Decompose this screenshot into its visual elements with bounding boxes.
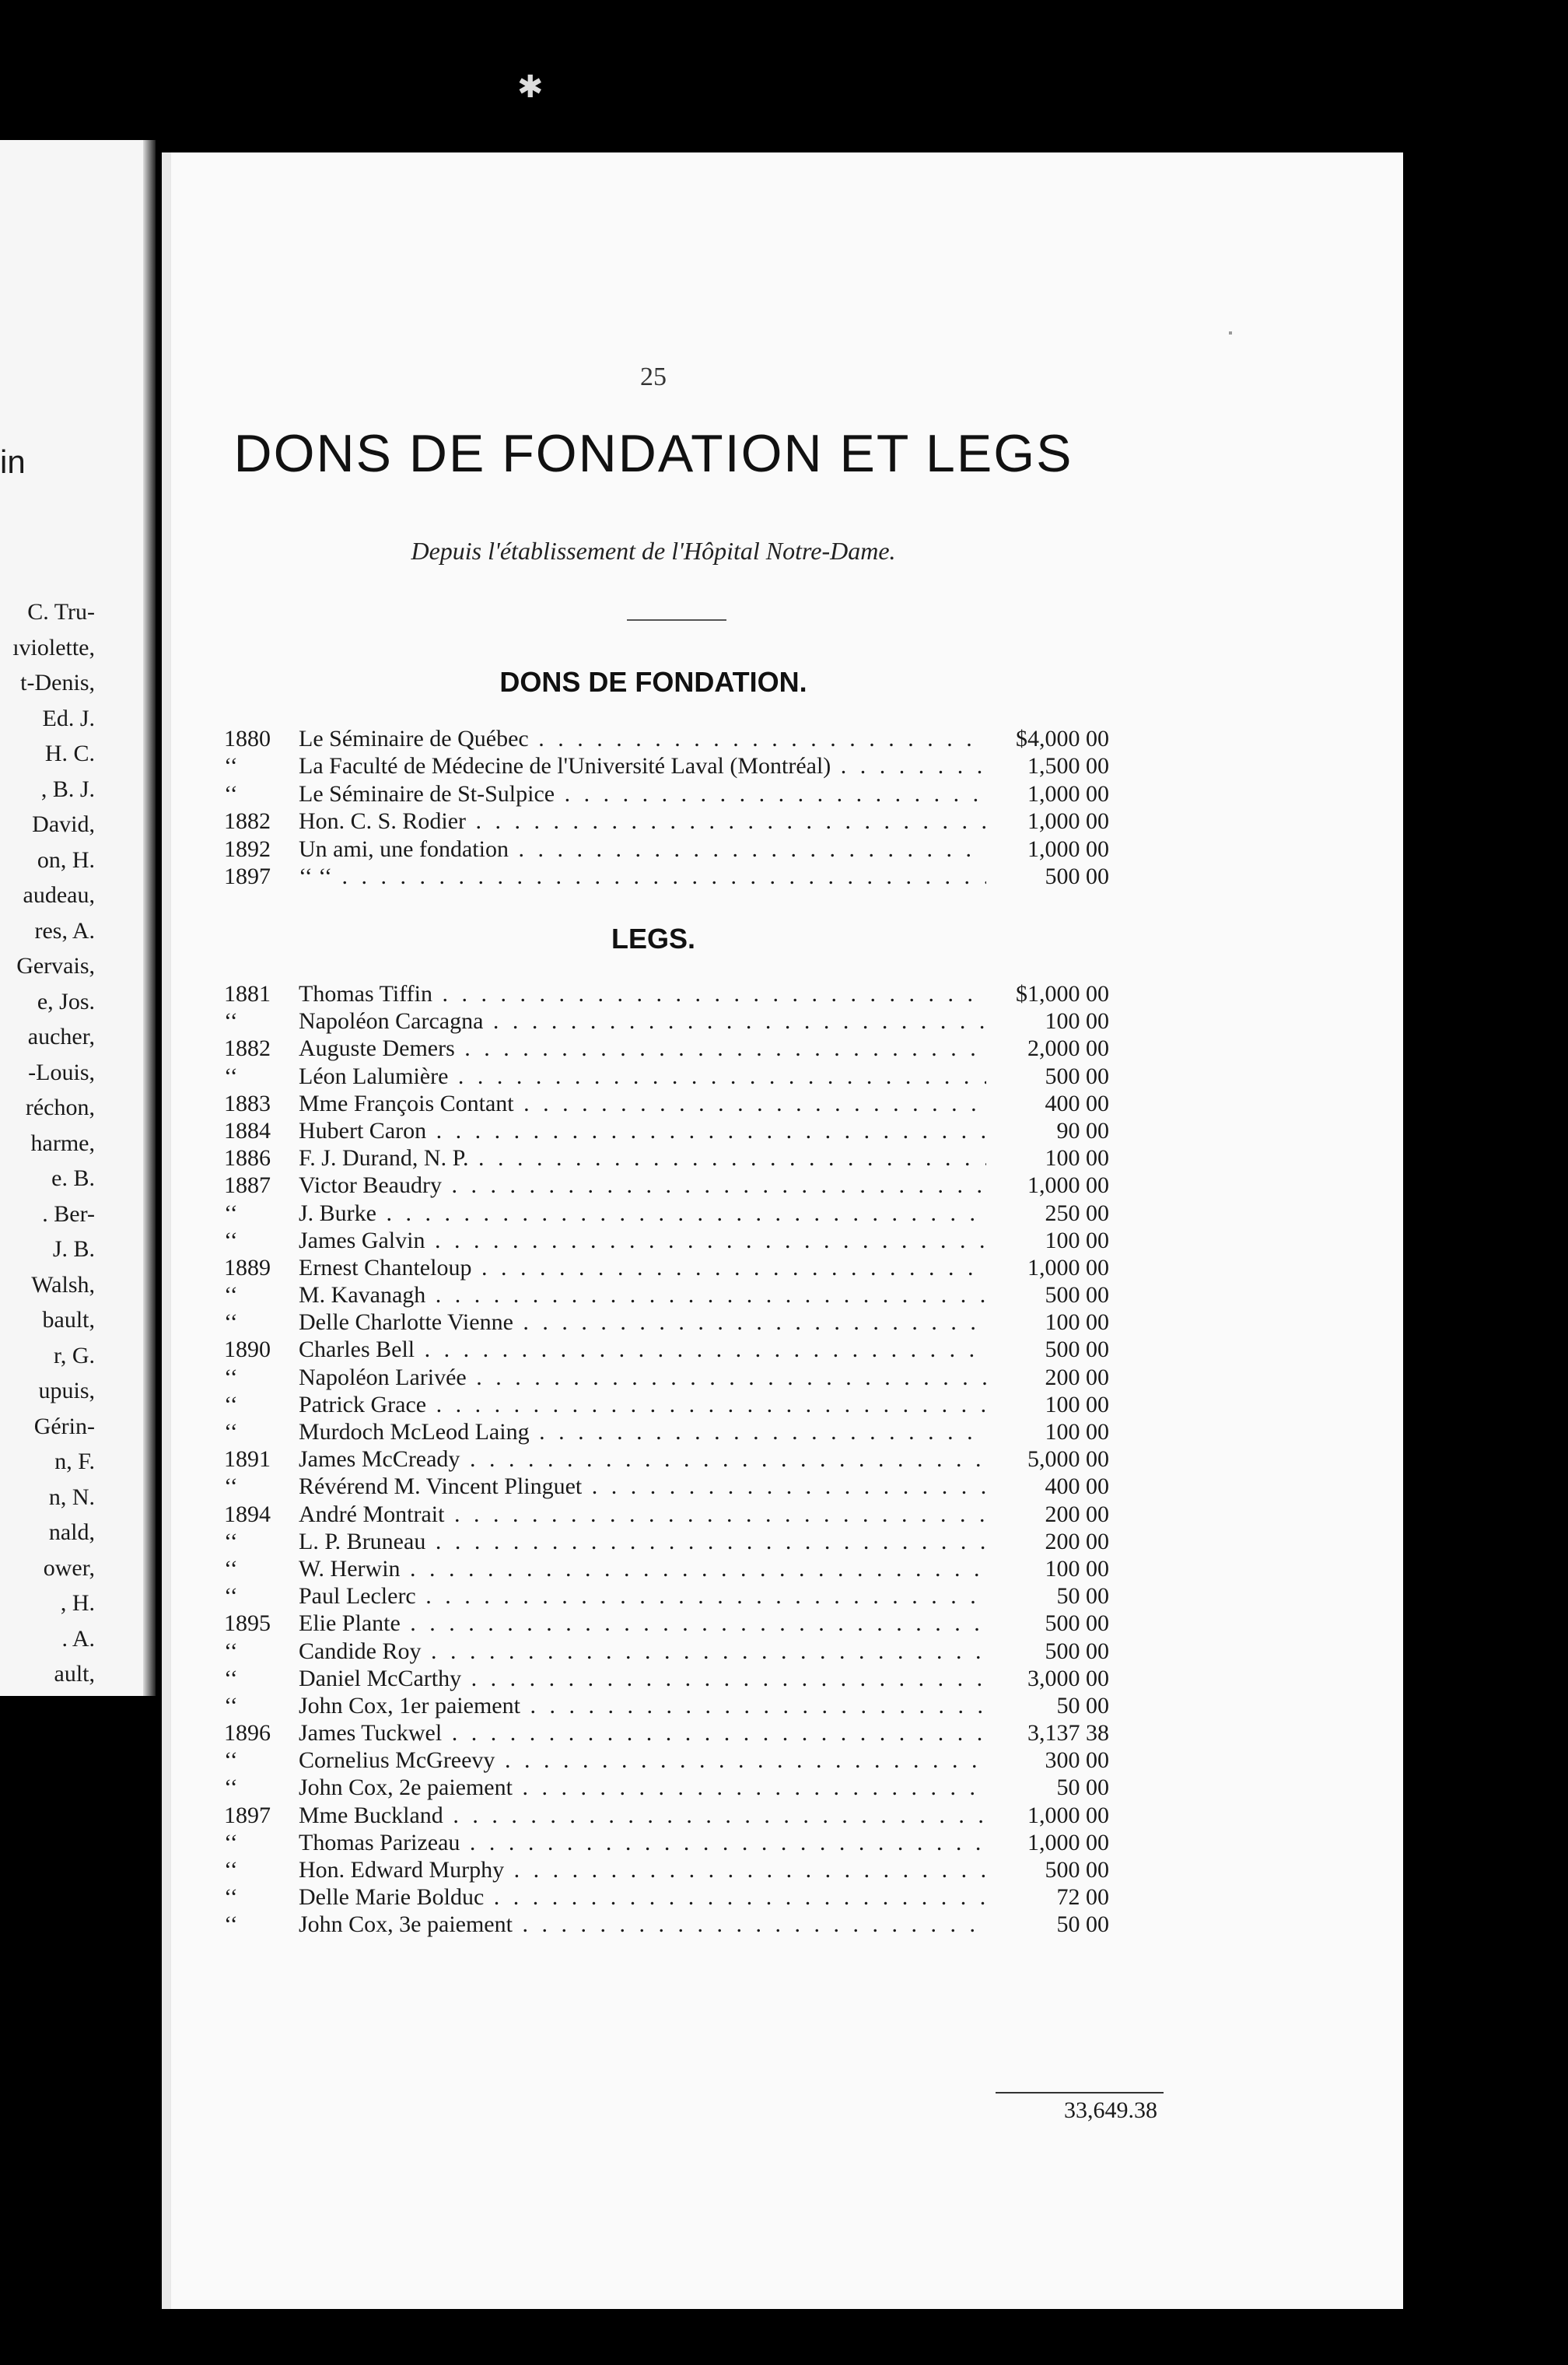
- entry-amount: 1,000 00: [986, 1254, 1109, 1281]
- table-row: [224, 1883, 1157, 1911]
- entry-amount: 1,500 00: [986, 752, 1109, 780]
- table-row: [224, 780, 1157, 808]
- entry-year: ‘‘: [224, 1528, 238, 1554]
- entry-year: 1887: [224, 1172, 271, 1199]
- entry-year: 1882: [224, 808, 271, 835]
- page-number: 25: [640, 363, 667, 391]
- entry-name: Patrick Grace . . .: [299, 1391, 1014, 1418]
- entry-name: Auguste Demers . . .: [299, 1035, 1014, 1062]
- entry-amount: $4,000 00: [986, 725, 1109, 752]
- entry-name: Thomas Parizeau . . .: [299, 1829, 1014, 1856]
- entry-name: Ernest Chanteloup . . .: [299, 1254, 1014, 1281]
- entry-name: Victor Beaudry . . .: [299, 1172, 1014, 1199]
- facing-page-line: J. B.: [52, 1236, 95, 1262]
- table-row: [224, 1582, 1157, 1610]
- entry-amount: 500 00: [986, 863, 1109, 890]
- entry-year: ‘‘: [224, 1227, 238, 1253]
- book-gutter: [143, 140, 156, 1696]
- facing-page-line: . A.: [61, 1625, 95, 1652]
- entry-year: ‘‘: [224, 1857, 238, 1883]
- legs-table: [224, 980, 1157, 1939]
- entry-year: 1895: [224, 1610, 271, 1637]
- page-title: DONS DE FONDATION ET LEGS: [233, 424, 1073, 483]
- facing-page-line: audeau,: [23, 882, 95, 908]
- facing-page-line: ıviolette,: [12, 634, 95, 660]
- entry-name: Napoléon Larivée . . .: [299, 1364, 1014, 1391]
- entry-amount: 300 00: [986, 1747, 1109, 1774]
- facing-page-line: bault,: [42, 1307, 95, 1333]
- entry-amount: 100 00: [986, 1144, 1109, 1172]
- page-speck: [1229, 331, 1232, 335]
- entry-year: 1882: [224, 1035, 271, 1062]
- table-row: [224, 1501, 1157, 1528]
- entry-year: ‘‘: [224, 1638, 238, 1664]
- entry-amount: 2,000 00: [986, 1035, 1109, 1062]
- entry-amount: 72 00: [986, 1883, 1109, 1911]
- entry-year: 1897: [224, 1802, 271, 1828]
- entry-year: 1890: [224, 1337, 271, 1363]
- entry-year: 1881: [224, 981, 271, 1007]
- entry-amount: 500 00: [986, 1063, 1109, 1090]
- entry-amount: 500 00: [986, 1856, 1109, 1883]
- entry-name: Delle Charlotte Vienne . . .: [299, 1309, 1014, 1336]
- entry-name: Hon. Edward Murphy . . .: [299, 1856, 1014, 1883]
- entry-year: ‘‘: [224, 1200, 238, 1226]
- entry-name: Elie Plante . . .: [299, 1610, 1014, 1637]
- entry-name: Daniel McCarthy . . .: [299, 1665, 1014, 1692]
- table-row: [224, 1391, 1157, 1418]
- entry-name: Léon Lalumière . . .: [299, 1063, 1014, 1090]
- entry-name: Charles Bell . . .: [299, 1336, 1014, 1363]
- entry-name: L. P. Bruneau . . .: [299, 1528, 1014, 1555]
- facing-page-line: , H.: [60, 1590, 95, 1616]
- table-row: [224, 1281, 1157, 1309]
- entry-year: 1886: [224, 1145, 271, 1172]
- table-row: [224, 1829, 1157, 1856]
- entry-year: 1884: [224, 1117, 271, 1144]
- table-row: [224, 1911, 1157, 1938]
- entry-amount: 50 00: [986, 1582, 1109, 1610]
- scan-speck: ✱: [517, 69, 544, 104]
- facing-page-word: in: [0, 443, 26, 480]
- entry-amount: 100 00: [986, 1391, 1109, 1418]
- table-row: [224, 808, 1157, 835]
- entry-amount: 1,000 00: [986, 1802, 1109, 1829]
- facing-page-line: on, H.: [37, 846, 95, 873]
- entry-year: 1889: [224, 1254, 271, 1281]
- entry-name: Paul Leclerc . . .: [299, 1582, 1014, 1610]
- entry-year: ‘‘: [224, 1884, 238, 1911]
- entry-year: 1891: [224, 1446, 271, 1473]
- facing-page-line: t-Denis,: [20, 670, 95, 695]
- table-row: [224, 1528, 1157, 1555]
- table-row: [224, 1227, 1157, 1254]
- entry-name: Mme Buckland . . .: [299, 1802, 1014, 1829]
- entry-name: Candide Roy . . .: [299, 1638, 1014, 1665]
- table-row: [224, 1172, 1157, 1199]
- table-row: [224, 1473, 1157, 1500]
- entry-amount: 400 00: [986, 1473, 1109, 1500]
- facing-page-line: e, Jos.: [37, 988, 95, 1014]
- entry-amount: 1,000 00: [986, 780, 1109, 808]
- entry-year: ‘‘: [224, 1555, 238, 1582]
- entry-amount: 5,000 00: [986, 1445, 1109, 1473]
- facing-page-line: res, A.: [34, 917, 95, 944]
- table-row: [224, 1035, 1157, 1062]
- table-row: [224, 1090, 1157, 1117]
- facing-page-line: réchon,: [25, 1095, 95, 1120]
- facing-page-line: harme,: [30, 1130, 95, 1156]
- table-row: [224, 1336, 1157, 1363]
- entry-year: ‘‘: [224, 1364, 238, 1390]
- table-row: [224, 1747, 1157, 1774]
- table-row: [224, 836, 1157, 863]
- entry-name: Murdoch McLeod Laing . . .: [299, 1418, 1014, 1445]
- entry-year: 1897: [224, 863, 271, 889]
- table-row: [224, 1856, 1157, 1883]
- entry-year: 1880: [224, 726, 271, 752]
- entry-name: Delle Marie Bolduc . . .: [299, 1883, 1014, 1911]
- facing-page-line: Ed. J.: [42, 705, 95, 731]
- entry-name: André Montrait . . .: [299, 1501, 1014, 1528]
- entry-amount: 100 00: [986, 1007, 1109, 1035]
- entry-year: ‘‘: [224, 1665, 238, 1691]
- entry-year: 1892: [224, 836, 271, 862]
- page-subtitle: Depuis l'établissement de l'Hôpital Notre-Dame.: [411, 537, 896, 565]
- entry-year: 1896: [224, 1720, 271, 1747]
- dons-table: [224, 725, 1157, 890]
- entry-amount: 200 00: [986, 1501, 1109, 1528]
- facing-page-line: Walsh,: [31, 1271, 95, 1298]
- entry-year: ‘‘: [224, 1692, 238, 1719]
- entry-name: Napoléon Carcagna . . .: [299, 1007, 1014, 1035]
- legs-total: 33,649.38: [1064, 2097, 1157, 2123]
- table-row: [224, 725, 1157, 752]
- facing-page-fragment: [0, 140, 156, 1696]
- entry-amount: 100 00: [986, 1309, 1109, 1336]
- facing-page-line: n, N.: [48, 1484, 95, 1510]
- table-row: [224, 1418, 1157, 1445]
- table-row: [224, 1638, 1157, 1665]
- entry-name: John Cox, 3e paiement . . .: [299, 1911, 1014, 1938]
- entry-amount: 100 00: [986, 1555, 1109, 1582]
- table-row: [224, 1254, 1157, 1281]
- entry-name: John Cox, 2e paiement . . .: [299, 1774, 1014, 1801]
- table-row: [224, 1063, 1157, 1090]
- entry-amount: 100 00: [986, 1227, 1109, 1254]
- entry-year: ‘‘: [224, 780, 238, 807]
- table-row: [224, 1719, 1157, 1747]
- entry-year: ‘‘: [224, 1063, 238, 1089]
- table-row: [224, 1665, 1157, 1692]
- entry-year: ‘‘: [224, 1282, 238, 1309]
- table-row: [224, 752, 1157, 780]
- entry-amount: 500 00: [986, 1281, 1109, 1309]
- facing-page-line: ault,: [54, 1661, 95, 1687]
- entry-amount: 200 00: [986, 1528, 1109, 1555]
- entry-name: Révérend M. Vincent Plinguet . . .: [299, 1473, 1014, 1500]
- entry-year: ‘‘: [224, 1419, 238, 1445]
- entry-year: 1894: [224, 1501, 271, 1527]
- entry-year: ‘‘: [224, 1391, 238, 1417]
- entry-year: ‘‘: [224, 1473, 238, 1500]
- entry-name: James McCready . . .: [299, 1445, 1014, 1473]
- entry-year: ‘‘: [224, 1829, 238, 1855]
- table-row: [224, 1117, 1157, 1144]
- facing-page-line: ower,: [43, 1554, 95, 1581]
- entry-name: ‘‘ ‘‘ . . .: [299, 863, 1014, 890]
- table-row: [224, 1610, 1157, 1637]
- entry-year: 1883: [224, 1090, 271, 1116]
- entry-name: Hon. C. S. Rodier . . .: [299, 808, 1014, 835]
- entry-name: John Cox, 1er paiement . . .: [299, 1692, 1014, 1719]
- entry-name: J. Burke . . .: [299, 1200, 1014, 1227]
- table-row: [224, 1445, 1157, 1473]
- entry-name: James Tuckwel . . .: [299, 1719, 1014, 1747]
- entry-name: Mme François Contant . . .: [299, 1090, 1014, 1117]
- entry-amount: 1,000 00: [986, 836, 1109, 863]
- title-divider: [627, 619, 726, 621]
- table-row: [224, 1555, 1157, 1582]
- entry-amount: 200 00: [986, 1364, 1109, 1391]
- legs-heading: LEGS.: [611, 923, 696, 955]
- entry-name: La Faculté de Médecine de l'Université Laval (Montréal) . . .: [299, 752, 1014, 780]
- table-row: [224, 1692, 1157, 1719]
- entry-amount: $1,000 00: [986, 980, 1109, 1007]
- entry-name: Thomas Tiffin . . .: [299, 980, 1014, 1007]
- entry-year: ‘‘: [224, 1911, 238, 1938]
- facing-page-line: C. Tru-: [27, 599, 95, 625]
- entry-amount: 1,000 00: [986, 1829, 1109, 1856]
- table-row: [224, 980, 1157, 1007]
- entry-year: ‘‘: [224, 1583, 238, 1610]
- table-row: [224, 1774, 1157, 1801]
- table-row: [224, 1802, 1157, 1829]
- entry-year: ‘‘: [224, 1008, 238, 1035]
- table-row: [224, 1309, 1157, 1336]
- table-row: [224, 863, 1157, 890]
- entry-amount: 3,000 00: [986, 1665, 1109, 1692]
- entry-name: James Galvin . . .: [299, 1227, 1014, 1254]
- facing-page-line: Gérin-: [33, 1413, 95, 1439]
- dons-heading: DONS DE FONDATION.: [499, 666, 807, 698]
- facing-page-line: e. B.: [51, 1165, 95, 1191]
- book-page: [162, 152, 1403, 2309]
- entry-amount: 500 00: [986, 1610, 1109, 1637]
- table-row: [224, 1364, 1157, 1391]
- entry-name: Le Séminaire de St-Sulpice . . .: [299, 780, 1014, 808]
- entry-year: ‘‘: [224, 1309, 238, 1336]
- entry-amount: 50 00: [986, 1692, 1109, 1719]
- facing-page-line: , B. J.: [40, 776, 95, 802]
- facing-page-line: r, G.: [54, 1342, 95, 1368]
- facing-page-line: H. C.: [44, 741, 95, 766]
- entry-name: Hubert Caron . . .: [299, 1117, 1014, 1144]
- facing-page-line: Gervais,: [16, 953, 95, 979]
- entry-amount: 1,000 00: [986, 808, 1109, 835]
- entry-year: ‘‘: [224, 1775, 238, 1801]
- entry-amount: 400 00: [986, 1090, 1109, 1117]
- entry-name: Cornelius McGreevy . . .: [299, 1747, 1014, 1774]
- entry-amount: 90 00: [986, 1117, 1109, 1144]
- entry-year: ‘‘: [224, 753, 238, 780]
- entry-name: W. Herwin . . .: [299, 1555, 1014, 1582]
- facing-page-line: David,: [32, 811, 95, 837]
- facing-page-line: . Ber-: [42, 1200, 95, 1227]
- table-row: [224, 1200, 1157, 1227]
- entry-name: F. J. Durand, N. P. . . .: [299, 1144, 1014, 1172]
- table-row: [224, 1007, 1157, 1035]
- entry-name: Le Séminaire de Québec . . .: [299, 725, 1014, 752]
- entry-name: M. Kavanagh . . .: [299, 1281, 1014, 1309]
- entry-amount: 100 00: [986, 1418, 1109, 1445]
- entry-amount: 500 00: [986, 1638, 1109, 1665]
- entry-amount: 3,137 38: [986, 1719, 1109, 1747]
- table-row: [224, 1144, 1157, 1172]
- entry-amount: 500 00: [986, 1336, 1109, 1363]
- entry-amount: 1,000 00: [986, 1172, 1109, 1199]
- entry-amount: 250 00: [986, 1200, 1109, 1227]
- facing-page-line: nald,: [48, 1519, 95, 1545]
- total-rule: [996, 2092, 1164, 2093]
- entry-name: Un ami, une fondation . . .: [299, 836, 1014, 863]
- entry-year: ‘‘: [224, 1747, 238, 1774]
- facing-page-line: n, F.: [54, 1449, 95, 1474]
- facing-page-line: -Louis,: [28, 1059, 95, 1085]
- facing-page-line: upuis,: [38, 1378, 95, 1403]
- entry-amount: 50 00: [986, 1911, 1109, 1938]
- entry-amount: 50 00: [986, 1774, 1109, 1801]
- facing-page-line: aucher,: [27, 1024, 95, 1049]
